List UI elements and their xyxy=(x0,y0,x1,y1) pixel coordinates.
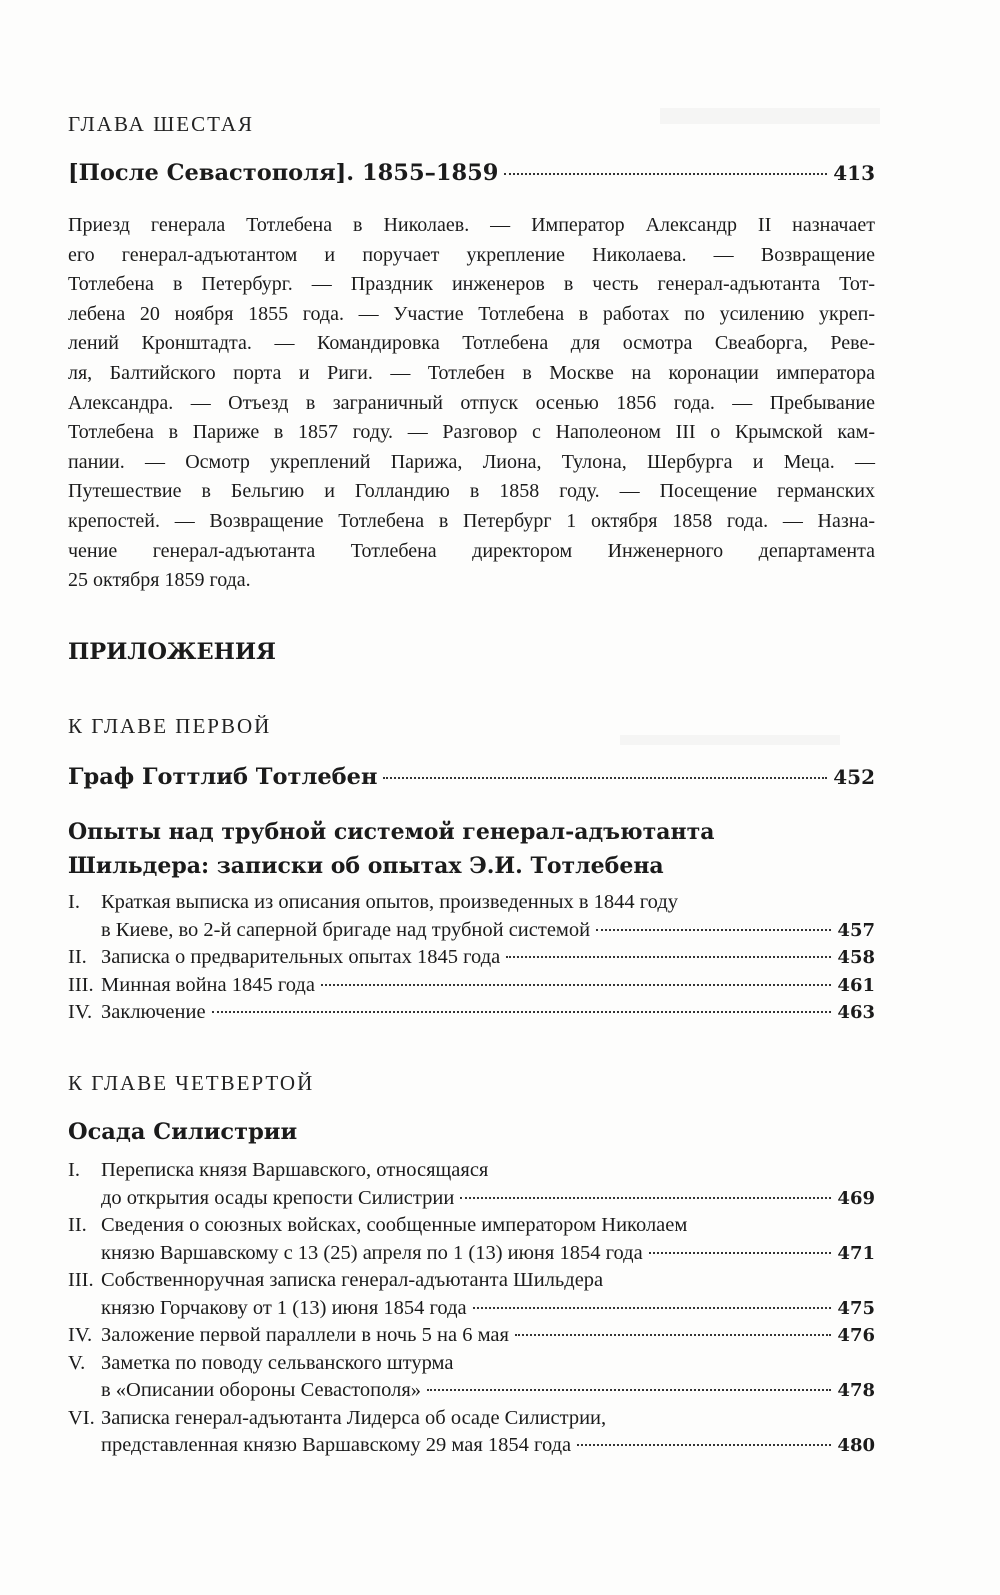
entry-title: Граф Готтлиб Тотлебен xyxy=(68,764,378,790)
item-text: Краткая выписка из описания опытов, произведенных в 1844 году xyxy=(101,891,679,913)
list-item[interactable] xyxy=(68,889,875,944)
list-item[interactable] xyxy=(68,944,875,972)
page-number: 463 xyxy=(837,1002,875,1023)
summary-line: лебена 20 ноября 1855 года. — Участие Тотлебена в работах по усилению укреп- xyxy=(68,302,875,325)
list-item[interactable] xyxy=(68,1157,875,1212)
entry-title-experiments xyxy=(68,815,875,883)
item-text: князю Варшавскому с 13 (25) апреля по 1 (13) июня 1854 года xyxy=(101,1241,643,1264)
page-number: 452 xyxy=(833,765,875,789)
chapter-summary xyxy=(68,211,875,596)
page-number: 413 xyxy=(833,161,875,185)
page-number: 478 xyxy=(837,1380,875,1401)
item-text: Минная война 1845 года xyxy=(101,973,315,996)
list-item[interactable] xyxy=(68,1405,875,1460)
chapter4-label: К ГЛАВЕ ЧЕТВЕРТОЙ xyxy=(68,1071,315,1095)
appendices-heading: ПРИЛОЖЕНИЯ xyxy=(68,639,276,665)
page-number: 475 xyxy=(837,1297,875,1319)
item-text: в Киеве, во 2-й саперной бригаде над трубной системой xyxy=(101,918,591,941)
leader-dots xyxy=(506,956,831,958)
summary-line: чение генерал-адъютанта Тотлебена директором Инженерного департамента xyxy=(68,539,875,562)
summary-line: лений Кронштадта. — Командировка Тотлебена для осмотра Свеаборга, Реве- xyxy=(68,332,875,355)
chapter-label: ГЛАВА ШЕСТАЯ xyxy=(68,112,255,136)
page-number: 480 xyxy=(837,1435,875,1456)
item-text: князю Горчакову от 1 (13) июня 1854 года xyxy=(101,1296,467,1319)
list-item[interactable] xyxy=(68,1267,875,1322)
chapter1-label: К ГЛАВЕ ПЕРВОЙ xyxy=(68,714,272,738)
summary-line: Путешествие в Бельгию и Голландию в 1858 году. — Посещение германских xyxy=(68,480,875,503)
item-number: V. xyxy=(68,1351,86,1374)
page-number: 471 xyxy=(837,1242,875,1264)
list-item[interactable] xyxy=(68,1350,875,1405)
item-number: II. xyxy=(68,946,87,968)
leader-dots xyxy=(596,929,831,931)
summary-line: пании. — Осмотр укреплений Парижа, Лиона, Тулона, Шербурга и Меца. — xyxy=(68,450,875,473)
item-number: I. xyxy=(68,1159,80,1181)
item-number: VI. xyxy=(68,1406,95,1429)
item-text: Записка о предварительных опытах 1845 года xyxy=(101,946,501,968)
page-number: 457 xyxy=(837,919,875,941)
item-number: I. xyxy=(68,891,80,913)
item-text: Записка генерал-адъютанта Лидерса об осаде Силистрии, xyxy=(101,1406,607,1429)
entry-title-line: Опыты над трубной системой генерал-адъютанта xyxy=(68,819,715,845)
leader-dots xyxy=(504,173,827,175)
list-item[interactable] xyxy=(68,999,875,1027)
page-number: 476 xyxy=(837,1325,875,1346)
summary-line: 25 октября 1859 года. xyxy=(68,569,251,592)
item-number: III. xyxy=(68,1269,94,1291)
summary-line: Тотлебена в Париже в 1857 году. — Разговор с Наполеоном III о Крымской кам- xyxy=(68,421,875,444)
leader-dots xyxy=(212,1011,832,1013)
section-title: Осада Силистрии xyxy=(68,1119,298,1145)
item-text: Переписка князя Варшавского, относящаяся xyxy=(101,1159,489,1181)
leader-dots xyxy=(649,1252,832,1254)
summary-line: его генерал-адъютантом и поручает укрепление Николаева. — Возвращение xyxy=(68,243,875,266)
summary-line: ля, Балтийского порта и Риги. — Тотлебен в Москве на коронации императора xyxy=(68,361,875,384)
summary-line: Тотлебена в Петербург. — Праздник инженеров в честь генерал-адъютанта Тот- xyxy=(68,273,875,296)
leader-dots xyxy=(321,984,831,986)
entry-row-tottleben[interactable] xyxy=(68,764,875,790)
list-item[interactable] xyxy=(68,1322,875,1350)
leader-dots xyxy=(577,1444,831,1446)
item-text: Заключение xyxy=(101,1001,206,1023)
page-number: 458 xyxy=(837,947,875,968)
leader-dots xyxy=(427,1389,831,1391)
leader-dots xyxy=(473,1307,832,1309)
item-list-ch1 xyxy=(68,889,875,1027)
list-item[interactable] xyxy=(68,972,875,1000)
item-number: II. xyxy=(68,1214,87,1236)
item-text: до открытия осады крепости Силистрии xyxy=(101,1186,455,1209)
item-text: Заметка по поводу сельванского штурма xyxy=(101,1351,454,1374)
leader-dots xyxy=(515,1334,831,1336)
list-item[interactable] xyxy=(68,1212,875,1267)
item-number: IV. xyxy=(68,1001,93,1023)
entry-title-line: Шильдера: записки об опытах Э.И. Тотлебена xyxy=(68,853,664,879)
item-list-ch4 xyxy=(68,1157,875,1460)
item-text: в «Описании обороны Севастополя» xyxy=(101,1379,422,1401)
item-text: Сведения о союзных войсках, сообщенные императором Николаем xyxy=(101,1214,688,1236)
item-number: III. xyxy=(68,973,94,996)
summary-line: Александра. — Отъезд в заграничный отпуск осенью 1856 года. — Пребывание xyxy=(68,391,875,414)
item-text: Собственноручная записка генерал-адъютанта Шильдера xyxy=(101,1269,604,1291)
item-text: Заложение первой параллели в ночь 5 на 6 мая xyxy=(101,1324,509,1346)
item-number: IV. xyxy=(68,1324,93,1346)
chapter-title-row[interactable] xyxy=(68,160,875,186)
item-text: представленная князю Варшавскому 29 мая 1854 года xyxy=(101,1434,572,1456)
chapter-title: [После Севастополя]. 1855–1859 xyxy=(68,160,499,186)
page-number: 469 xyxy=(837,1187,875,1209)
leader-dots xyxy=(460,1197,831,1199)
page-number: 461 xyxy=(837,974,875,996)
leader-dots xyxy=(383,777,827,779)
summary-line: Приезд генерала Тотлебена в Николаев. — Император Александр II назначает xyxy=(68,214,875,236)
summary-line: крепостей. — Возвращение Тотлебена в Петербург 1 октября 1858 года. — Назна- xyxy=(68,509,875,532)
